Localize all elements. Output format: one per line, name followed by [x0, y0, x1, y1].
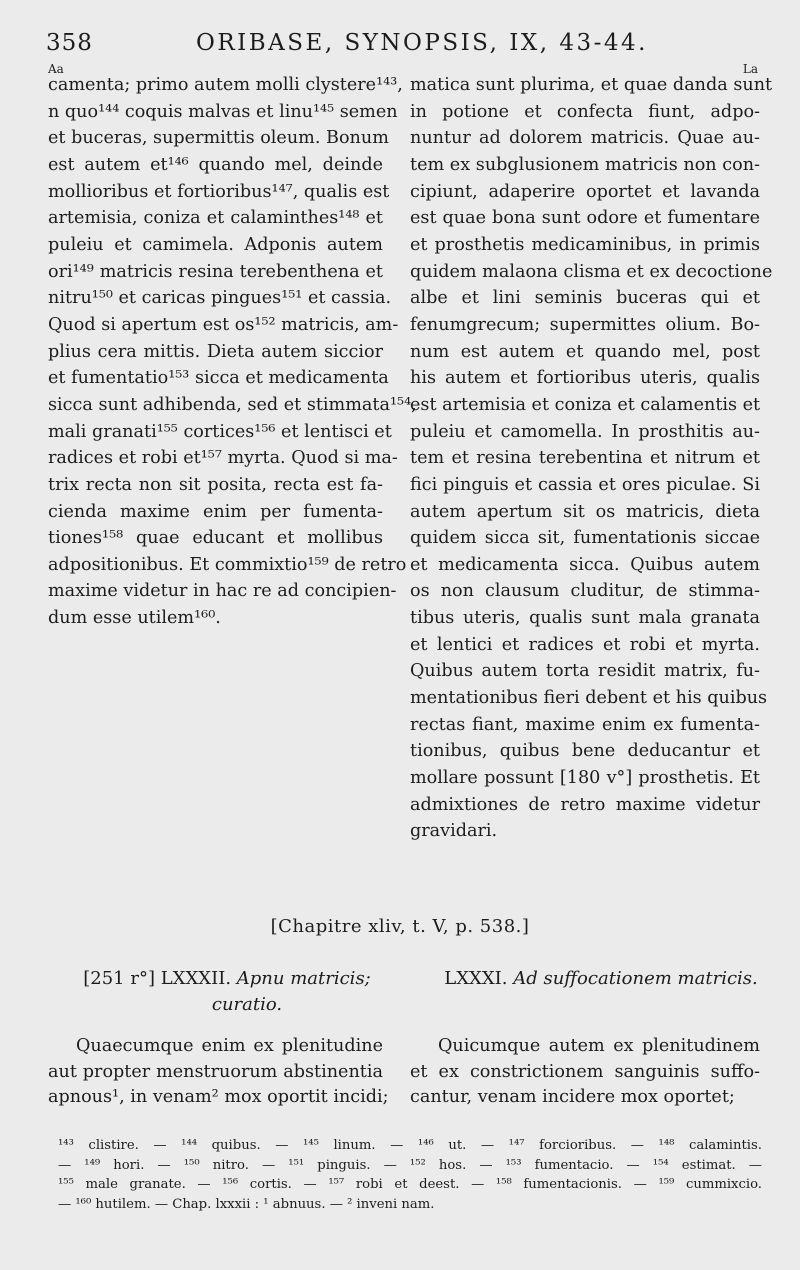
- text-line: plius cera mittis. Dieta autem siccior: [48, 341, 383, 362]
- text-line: mali granati¹⁵⁵ cortices¹⁵⁶ et lentisci et: [48, 421, 392, 442]
- footnote-line: — ¹⁴⁹ hori. — ¹⁵⁰ nitro. — ¹⁵¹ pinguis. — ¹⁵² hos. — ¹⁵³ fumentacio. — ¹⁵⁴ estimat. —: [58, 1157, 762, 1173]
- text-line: num est autem et quando mel, post: [410, 341, 760, 362]
- text-line: et ex constrictionem sanguinis suffo-: [410, 1061, 760, 1082]
- text-line: mollioribus et fortioribus¹⁴⁷, qualis est: [48, 181, 390, 202]
- text-line: cipiunt, adaperire oportet et lavanda: [410, 181, 760, 202]
- text-line: Quibus autem torta residit matrix, fu-: [410, 661, 760, 682]
- manuscript-siglum-left: Aa: [48, 62, 64, 76]
- text-line: Quod si apertum est os¹⁵² matricis, am-: [48, 314, 399, 335]
- text-line: mollare possunt [180 v°] prosthetis. Et: [410, 768, 760, 789]
- text-line: maxime videtur in hac re ad concipien-: [48, 581, 397, 602]
- running-header: [46, 30, 754, 64]
- running-title: ORIBASE, SYNOPSIS, IX, 43-44.: [196, 30, 648, 56]
- text-line: Quaecumque enim ex plenitudine: [76, 1036, 383, 1056]
- text-line: adpositionibus. Et commixtio¹⁵⁹ de retro: [48, 554, 407, 575]
- text-line: albe et lini seminis buceras qui et: [410, 288, 760, 309]
- text-line: quidem malaona clisma et ex decoctione: [410, 261, 773, 282]
- text-line: aut propter menstruorum abstinentia: [48, 1061, 383, 1082]
- text-line: et buceras, supermittis oleum. Bonum: [48, 128, 389, 149]
- text-line: trix recta non sit posita, recta est fa-: [48, 474, 383, 495]
- text-line: tem ex subglusionem matricis non con-: [410, 154, 760, 175]
- section-left-text: [48, 1034, 389, 1111]
- text-line: et medicamenta sicca. Quibus autem: [410, 554, 760, 575]
- text-line: et prosthetis medicaminibus, in primis: [410, 234, 760, 255]
- footnote-line: ¹⁵⁵ male granate. — ¹⁵⁶ cortis. — ¹⁵⁷ robi et deest. — ¹⁵⁸ fumentacionis. — ¹⁵⁹ cummixcio.: [58, 1177, 762, 1192]
- text-line: quidem sicca sit, fumentationis siccae: [410, 528, 760, 549]
- manuscript-siglum-right: La: [742, 62, 758, 76]
- text-line: n quo¹⁴⁴ coquis malvas et linu¹⁴⁵ semen: [48, 101, 398, 122]
- section-heading-right: [436, 966, 766, 992]
- text-line: artemisia, coniza et calaminthes¹⁴⁸ et: [48, 208, 383, 229]
- text-line: tionibus, quibus bene deducantur et: [410, 741, 760, 762]
- text-line: fenumgrecum; supermittes olium. Bo-: [410, 314, 760, 335]
- text-line: cienda maxime enim per fumenta-: [48, 501, 383, 522]
- section-title-continued: curatio.: [211, 994, 283, 1015]
- text-line: os non clausum cluditur, de stimma-: [410, 581, 760, 602]
- text-line: tem et resina terebentina et nitrum et: [410, 448, 760, 469]
- text-line: nuntur ad dolorem matricis. Quae au-: [410, 128, 760, 149]
- text-line: fici pinguis et cassia et ores piculae. Si: [410, 474, 760, 495]
- text-line: puleiu et camomella. In prosthitis au-: [410, 421, 760, 442]
- text-line: mentationibus fieri debent et his quibus: [410, 688, 768, 709]
- text-line: nitru¹⁵⁰ et caricas pingues¹⁵¹ et cassia.: [48, 288, 392, 309]
- text-line: admixtiones de retro maxime videtur: [410, 794, 760, 815]
- text-line: in potione et confecta fiunt, adpo-: [410, 101, 760, 122]
- text-line: cantur, venam incidere mox oportet;: [410, 1087, 735, 1107]
- text-line: dum esse utilem¹⁶⁰.: [48, 608, 221, 629]
- section-title: Ad suffocationem matricis.: [513, 968, 758, 989]
- section-right-text: [410, 1034, 760, 1111]
- text-line: et fumentatio¹⁵³ sicca et medicamenta: [48, 368, 389, 389]
- section-number: LXXXI.: [444, 968, 508, 989]
- text-line: matica sunt plurima, et quae danda sunt: [410, 75, 773, 95]
- text-line: ori¹⁴⁹ matricis resina terebenthena et: [48, 261, 383, 282]
- chapter-reference: [Chapitre xliv, t. V, p. 538.]: [270, 916, 530, 937]
- text-line: est quae bona sunt odore et fumentare: [410, 208, 760, 229]
- page-number: 358: [46, 30, 93, 56]
- text-line: autem apertum sit os matricis, dieta: [410, 501, 760, 522]
- left-column-text: [48, 72, 417, 632]
- text-line: gravidari.: [410, 821, 498, 842]
- text-line: camenta; primo autem molli clystere¹⁴³,: [48, 75, 403, 95]
- footnotes: [58, 1136, 762, 1214]
- section-heading-left: [62, 966, 392, 1018]
- folio-marker: [251 r°]: [83, 968, 155, 989]
- text-line: sicca sunt adhibenda, sed et stimmata¹⁵⁴,: [48, 394, 417, 415]
- section-title: Apnu matricis;: [236, 968, 371, 989]
- text-line: rectas fiant, maxime enim ex fumenta-: [410, 714, 760, 735]
- footnote-line: — ¹⁶⁰ hutilem. — Chap. lxxxii : ¹ abnuus. — ² inveni nam.: [58, 1196, 435, 1212]
- text-line: est autem et¹⁴⁶ quando mel, deinde: [48, 154, 383, 175]
- text-line: Quicumque autem ex plenitudinem: [438, 1036, 760, 1056]
- text-line: radices et robi et¹⁵⁷ myrta. Quod si ma-: [48, 448, 398, 469]
- text-line: his autem et fortioribus uteris, qualis: [410, 368, 760, 389]
- text-line: apnous¹, in venam² mox oportit incidi;: [48, 1087, 389, 1107]
- right-column-text: [410, 72, 773, 845]
- text-line: est artemisia et coniza et calamentis et: [410, 394, 761, 415]
- text-line: tibus uteris, qualis sunt mala granata: [410, 608, 760, 629]
- section-number: LXXXII.: [160, 968, 232, 989]
- text-line: puleiu et camimela. Adponis autem: [48, 234, 383, 255]
- text-line: et lentici et radices et robi et myrta.: [410, 634, 760, 655]
- footnote-line: ¹⁴³ clistire. — ¹⁴⁴ quibus. — ¹⁴⁵ linum. — ¹⁴⁶ ut. — ¹⁴⁷ forcioribus. — ¹⁴⁸ calamintis.: [58, 1138, 762, 1153]
- text-line: tiones¹⁵⁸ quae educant et mollibus: [48, 528, 383, 549]
